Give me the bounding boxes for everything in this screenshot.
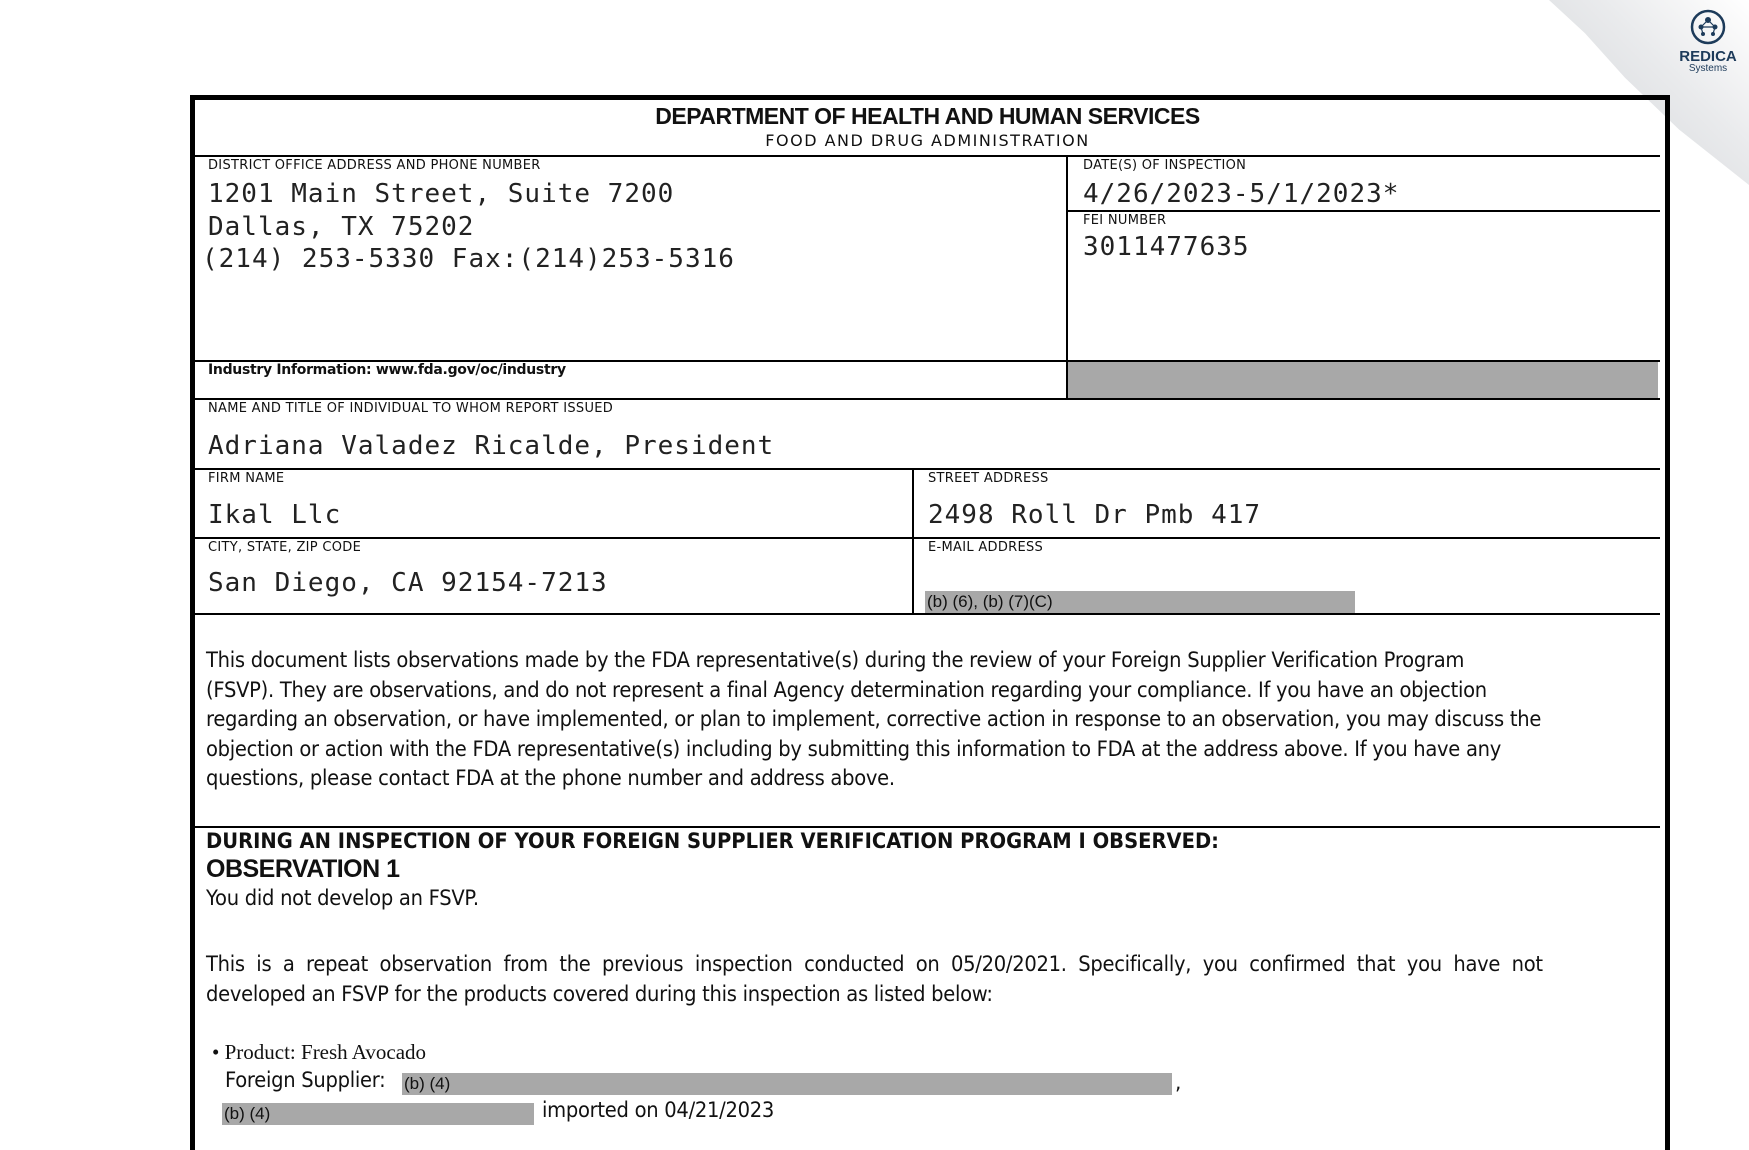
observation-title: OBSERVATION 1	[206, 855, 400, 883]
observation-detail	[206, 950, 1675, 1009]
supplier-label: Foreign Supplier:	[225, 1068, 386, 1092]
firm-vertical-divider	[912, 468, 914, 614]
gray-filler-block	[1068, 362, 1658, 398]
industry-bottom-divider	[194, 398, 1660, 400]
supplier-redaction	[402, 1073, 1172, 1095]
redica-logo-icon	[1689, 8, 1727, 46]
city-label: CITY, STATE, ZIP CODE	[208, 540, 362, 555]
intro-line: objection or action with the FDA representative(s) including by submitting this information to FDA at the address above. If you have any	[206, 736, 1502, 761]
redica-logo	[1668, 8, 1748, 78]
product-item: • Product: Fresh Avocado	[212, 1040, 427, 1064]
intro-line: (FSVP). They are observations, and do not represent a final Agency determination regarding your compliance. If you have an objection	[206, 677, 1487, 702]
redica-logo-name: REDICA	[1679, 48, 1737, 65]
observations-divider	[194, 826, 1660, 828]
district-label: DISTRICT OFFICE ADDRESS AND PHONE NUMBER	[208, 158, 541, 173]
firm-city: San Diego, CA 92154-7213	[208, 568, 608, 598]
district-line2: Dallas, TX 75202	[208, 212, 475, 242]
firm-bottom-divider	[194, 613, 1660, 615]
imported-date: imported on 04/21/2023	[542, 1098, 775, 1122]
detail-line: developed an FSVP for the products covered during this inspection as listed below:	[206, 981, 993, 1006]
second-redaction-code: (b) (4)	[224, 1104, 271, 1123]
industry-info: Industry Information: www.fda.gov/oc/industry	[208, 362, 566, 378]
email-label: E-MAIL ADDRESS	[928, 540, 1044, 555]
district-line3: (214) 253-5330 Fax:(214)253-5316	[202, 244, 735, 274]
firm-divider	[194, 537, 1660, 539]
detail-line: This is a repeat observation from the previous inspection conducted on 05/20/2021. Specifically, you confirmed that you have not	[206, 952, 1543, 976]
agency-title: FOOD AND DRUG ADMINISTRATION	[765, 131, 1090, 150]
firm-street: 2498 Roll Dr Pmb 417	[928, 500, 1262, 530]
recipient-label: NAME AND TITLE OF INDIVIDUAL TO WHOM REPORT ISSUED	[208, 401, 614, 416]
intro-paragraph	[206, 646, 1657, 794]
intro-line: regarding an observation, or have implemented, or plan to implement, corrective action in response to an observation, you may discuss the	[206, 707, 1542, 731]
redica-logo-sub: Systems	[1688, 63, 1728, 74]
district-line1: 1201 Main Street, Suite 7200	[208, 179, 675, 209]
department-title: DEPARTMENT OF HEALTH AND HUMAN SERVICES	[655, 103, 1200, 129]
fei-label: FEI NUMBER	[1083, 213, 1167, 228]
second-redaction	[222, 1103, 534, 1125]
observations-heading: DURING AN INSPECTION OF YOUR FOREIGN SUPPLIER VERIFICATION PROGRAM I OBSERVED:	[206, 829, 1219, 853]
fei-number: 3011477635	[1083, 232, 1250, 262]
dates-label: DATE(S) OF INSPECTION	[1083, 158, 1247, 173]
observation-summary: You did not develop an FSVP.	[206, 886, 479, 910]
intro-line: questions, please contact FDA at the phone number and address above.	[206, 766, 895, 790]
firm-name-label: FIRM NAME	[208, 471, 285, 486]
recipient-value: Adriana Valadez Ricalde, President	[208, 431, 775, 461]
supplier-redaction-code: (b) (4)	[404, 1074, 451, 1093]
email-redaction	[925, 591, 1355, 613]
header-divider	[194, 155, 1660, 157]
intro-line: This document lists observations made by the FDA representative(s) during the review of your Foreign Supplier Verification Program	[206, 648, 1465, 672]
inspection-dates: 4/26/2023-5/1/2023*	[1083, 179, 1400, 209]
dates-divider	[1066, 210, 1660, 212]
recipient-divider	[194, 468, 1660, 470]
street-label: STREET ADDRESS	[928, 471, 1049, 486]
firm-name: Ikal Llc	[208, 500, 342, 530]
supplier-comma: ,	[1175, 1070, 1182, 1094]
email-redaction-code: (b) (6), (b) (7)(C)	[927, 592, 1053, 611]
